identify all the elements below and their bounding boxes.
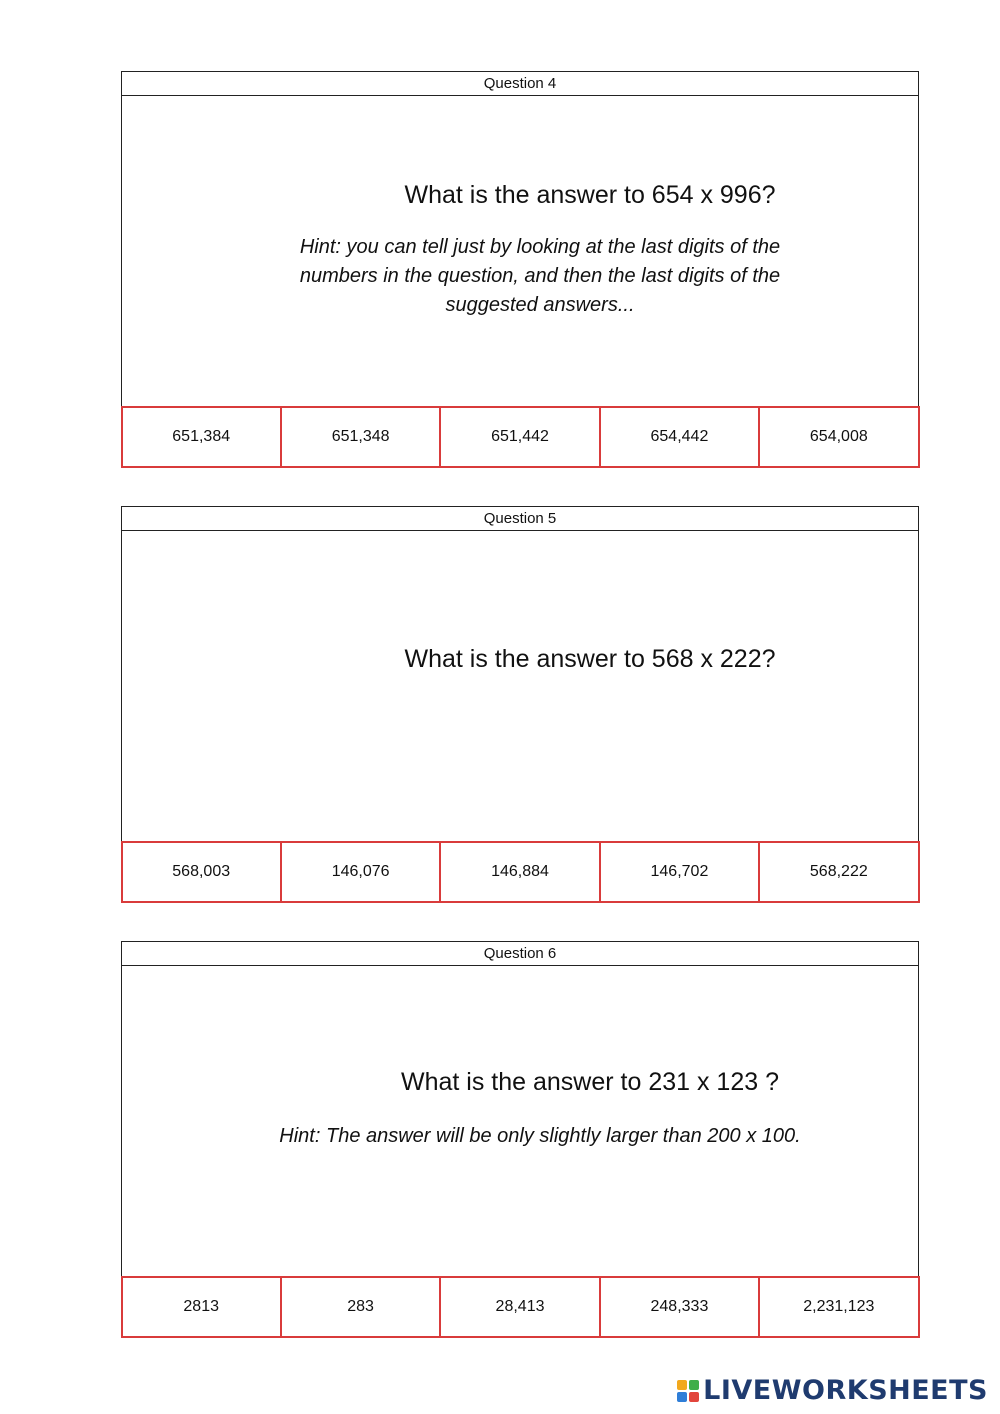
answer-option[interactable]: 248,333 (601, 1278, 760, 1336)
answer-option[interactable]: 146,884 (441, 843, 600, 901)
answer-option[interactable]: 2,231,123 (803, 1297, 875, 1315)
answer-option[interactable]: 283 (282, 1278, 441, 1336)
card-body (122, 531, 918, 841)
answer-row (121, 1276, 920, 1338)
question-card-5 (121, 506, 919, 902)
question-card-4 (121, 71, 919, 467)
answer-option[interactable]: 2813 (123, 1278, 282, 1336)
question-card-6 (121, 941, 919, 1337)
hint-text: Hint: you can tell just by looking at the last digits of the numbers in the question, and then the last digits of the suggested answers... (299, 236, 781, 316)
liveworksheets-logo (677, 1375, 988, 1406)
answer-option[interactable]: 568,003 (123, 843, 282, 901)
answer-option[interactable]: 654,442 (601, 408, 760, 466)
card-body (122, 966, 918, 1276)
answer-row (121, 841, 920, 903)
card-body (122, 96, 918, 406)
answer-option[interactable]: 651,384 (123, 408, 282, 466)
question-text: What is the answer to 654 x 996? (404, 181, 776, 209)
answer-option[interactable]: 146,076 (282, 843, 441, 901)
answer-option[interactable]: 28,413 (441, 1278, 600, 1336)
logo-text: LIVEWORKSHEETS (703, 1375, 988, 1406)
question-text: What is the answer to 568 x 222? (404, 645, 776, 673)
card-header: Question 4 (122, 72, 918, 96)
answer-option[interactable]: 568,222 (809, 862, 868, 880)
answer-row (121, 406, 920, 468)
card-header: Question 5 (122, 507, 918, 531)
hint-text: Hint: The answer will be only slightly larger than 200 x 100. (279, 1125, 801, 1147)
question-text: What is the answer to 231 x 123 ? (401, 1068, 779, 1096)
answer-option[interactable]: 651,348 (282, 408, 441, 466)
answer-option[interactable]: 146,702 (601, 843, 760, 901)
logo-blocks-icon (677, 1380, 699, 1402)
answer-option[interactable]: 654,008 (809, 427, 868, 445)
card-header: Question 6 (122, 942, 918, 966)
answer-option[interactable]: 651,442 (441, 408, 600, 466)
